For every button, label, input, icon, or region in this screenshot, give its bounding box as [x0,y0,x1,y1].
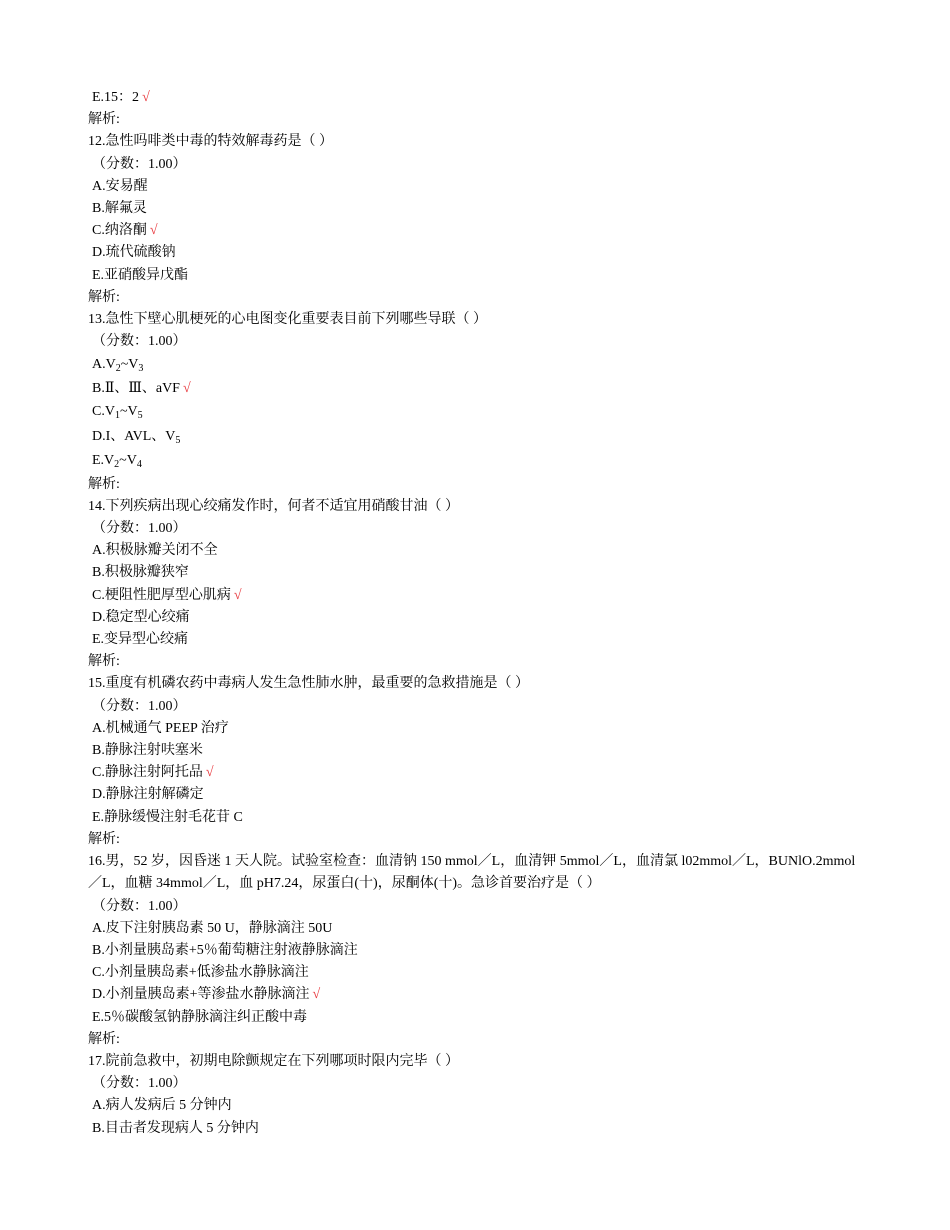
exam-document [88,87,868,1140]
answer-option [88,607,868,629]
line-text: 13.急性下壁心肌梗死的心电图变化重要表目前下列哪些导联（ ） [88,312,487,328]
analysis-label [88,1029,868,1051]
answer-option [88,1007,868,1029]
line-text: E.15：2 [92,90,140,105]
line-text: A.安易醒 [92,178,148,194]
line-text: E.静脉缓慢注射毛花苷 C [92,809,243,825]
analysis-label [88,829,868,851]
answer-option [88,629,868,651]
line-text: 解析: [88,476,120,492]
subscript: 4 [136,459,142,471]
answer-option [88,762,868,784]
answer-option [88,1095,868,1117]
line-text: 15.重度有机磷农药中毒病人发生急性肺水肿，最重要的急救措施是（ ） [88,676,529,692]
question-stem [88,309,868,331]
option-text: A.V [92,357,116,373]
option-text: E.V [92,453,115,469]
line-text: A.积极脉瓣关闭不全 [92,543,218,559]
question-stem [88,851,868,895]
line-text: 解析: [88,289,120,305]
subscript: 2 [115,363,121,375]
line-text: E.5％碳酸氢钠静脉滴注纠正酸中毒 [92,1009,308,1025]
line-text: D.琉代硫酸钠 [92,245,176,261]
correct-check-icon: √ [205,765,214,781]
line-text: A.机械通气 PEEP 治疗 [92,720,229,736]
answer-option [88,353,868,378]
subscript: 5 [175,434,181,446]
line-text: A.皮下注射胰岛素 50 U，静脉滴注 50U [92,920,333,936]
line-text: C.纳洛酮 [92,223,147,239]
line-text: D.小剂量胰岛素+等渗盐水静脉滴注 [92,987,310,1003]
correct-check-icon: √ [142,90,150,105]
question-stem [88,496,868,518]
line-text: A.病人发病后 5 分钟内 [92,1098,232,1114]
line-text: B.静脉注射呋塞米 [92,743,203,759]
answer-option [88,220,868,242]
analysis-label [88,287,868,309]
line-text: B.目击者发现病人 5 分钟内 [92,1120,259,1136]
subscript: 3 [138,363,144,375]
line-text: （分数：1.00） [92,334,187,350]
answer-option [88,718,868,740]
question-stem [88,1051,868,1073]
line-text: （分数：1.00） [92,898,187,914]
line-text: 17.院前急救中，初期电除颤规定在下列哪项时限内完毕（ ） [88,1053,459,1069]
answer-option [88,940,868,962]
answer-option [88,962,868,984]
answer-option [88,425,868,450]
answer-option [88,918,868,940]
line-text: 解析: [88,112,120,128]
option-text: ~V [120,357,139,373]
answer-option [88,449,868,474]
answer-option [88,784,868,806]
line-text: C.梗阻性肥厚型心肌病 [92,587,231,603]
option-text: D.I、AVL、V [92,428,176,444]
question-score [88,1073,868,1095]
correct-check-icon: √ [312,987,321,1003]
answer-option [88,585,868,607]
answer-option [88,87,868,109]
line-text: B.小剂量胰岛素+5％葡萄糖注射液静脉滴注 [92,942,358,958]
line-text: C.小剂量胰岛素+低渗盐水静脉滴注 [92,965,309,981]
line-text: D.稳定型心绞痛 [92,609,190,625]
line-text: 14.下列疾病出现心绞痛发作时，何者不适宜用硝酸甘油（ ） [88,498,459,514]
line-text: 解析: [88,1031,120,1047]
answer-option [88,540,868,562]
answer-option [88,198,868,220]
subscript: 2 [114,459,120,471]
answer-option [88,807,868,829]
line-text: （分数：1.00） [92,698,187,714]
analysis-label [88,474,868,496]
line-text: 解析: [88,831,120,847]
line-text: C.静脉注射阿托品 [92,765,203,781]
answer-option [88,242,868,264]
line-text: 解析: [88,654,120,670]
option-text: ~V [119,404,138,420]
question-score [88,696,868,718]
option-text: ~V [119,453,137,469]
line-text: D.静脉注射解磷定 [92,787,204,803]
line-text: E.亚硝酸异戊酯 [92,267,189,283]
analysis-label [88,651,868,673]
analysis-label [88,109,868,131]
answer-option [88,176,868,198]
correct-check-icon: √ [149,223,158,239]
line-text: E.变异型心绞痛 [92,632,189,648]
question-score [88,154,868,176]
question-stem [88,673,868,695]
correct-check-icon: √ [182,380,191,396]
line-text: （分数：1.00） [92,521,187,537]
answer-option [88,740,868,762]
question-score [88,896,868,918]
line-text: 12.急性吗啡类中毒的特效解毒药是（ ） [88,134,333,150]
question-score [88,331,868,353]
answer-option [88,265,868,287]
question-stem [88,131,868,153]
line-text: B.积极脉瓣狭窄 [92,565,189,581]
answer-option [88,562,868,584]
line-text: （分数：1.00） [92,156,187,172]
answer-option [88,400,868,425]
answer-option [88,378,868,400]
line-text: （分数：1.00） [92,1076,187,1092]
subscript: 5 [137,410,143,422]
answer-option [88,1118,868,1140]
line-text: B.解氟灵 [92,201,147,217]
subscript: 1 [114,410,120,422]
line-text: 16.男，52 岁，因昏迷 1 天人院。试验室检查：血清钠 150 mmol／L，血清钾 5mmol／L，血清氯 l02mmol／L，BUNlO.2mmol／L，血糖 34mmol／L，血 pH7.24，尿蛋白(十)，尿酮体(十)。急诊首要治疗是（ ） [88,854,856,892]
answer-option [88,984,868,1006]
question-score [88,518,868,540]
correct-check-icon: √ [233,587,242,603]
option-text: C.V [92,404,115,420]
line-text: B.Ⅱ、Ⅲ、aVF [92,380,180,396]
